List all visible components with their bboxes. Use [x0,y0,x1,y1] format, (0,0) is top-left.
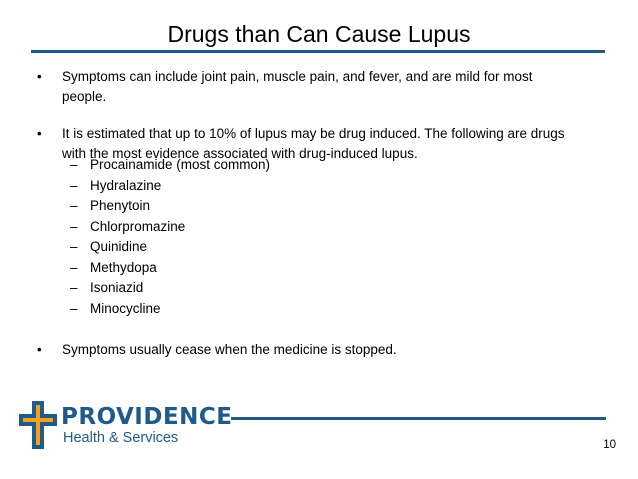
cross-icon [19,401,59,449]
dash-marker: – [70,219,78,234]
drug-name: Methydopa [90,260,157,275]
drug-list-item [70,217,185,237]
drug-list-item [70,258,157,278]
dash-marker: – [70,178,78,193]
bullet-marker: • [37,126,42,141]
drug-list-item [70,278,143,298]
providence-logo [19,401,234,449]
logo-wordmark: PROVIDENCE [61,404,233,430]
dash-marker: – [70,280,78,295]
drug-name: Hydralazine [90,178,162,193]
dash-marker: – [70,198,78,213]
dash-marker: – [70,239,78,254]
drug-list-item [70,299,161,319]
dash-marker: – [70,260,78,275]
drug-list-item [70,237,147,257]
bullet-1-line-2: people. [62,89,107,104]
drug-list-item [70,176,161,196]
bullet-2-line-1: It is estimated that up to 10% of lupus may be drug induced. The following are drugs [62,126,565,141]
bullet-2-line-2: with the most evidence associated with drug-induced lupus. [62,146,418,161]
dash-marker: – [70,157,78,172]
footer-divider [231,417,606,420]
drug-list-item [70,196,150,216]
drug-name: Minocycline [90,301,161,316]
logo-tagline: Health & Services [63,430,179,446]
bullet-marker: • [37,69,42,84]
drug-name: Chlorpromazine [90,219,186,234]
bullet-1-line-1: Symptoms can include joint pain, muscle pain, and fever, and are mild for most [62,69,533,84]
drug-name: Isoniazid [90,280,144,295]
drug-list-item [70,155,270,175]
title-divider [31,50,605,53]
drug-name: Phenytoin [90,198,151,213]
drug-name: Quinidine [90,239,148,254]
bullet-marker: • [37,342,42,357]
dash-marker: – [70,301,78,316]
drug-name: Procainamide (most common) [90,157,271,172]
page-number: 10 [603,439,616,451]
bullet-3-line-1: Symptoms usually cease when the medicine is stopped. [62,342,397,357]
slide-title: Drugs than Can Cause Lupus [167,21,471,47]
